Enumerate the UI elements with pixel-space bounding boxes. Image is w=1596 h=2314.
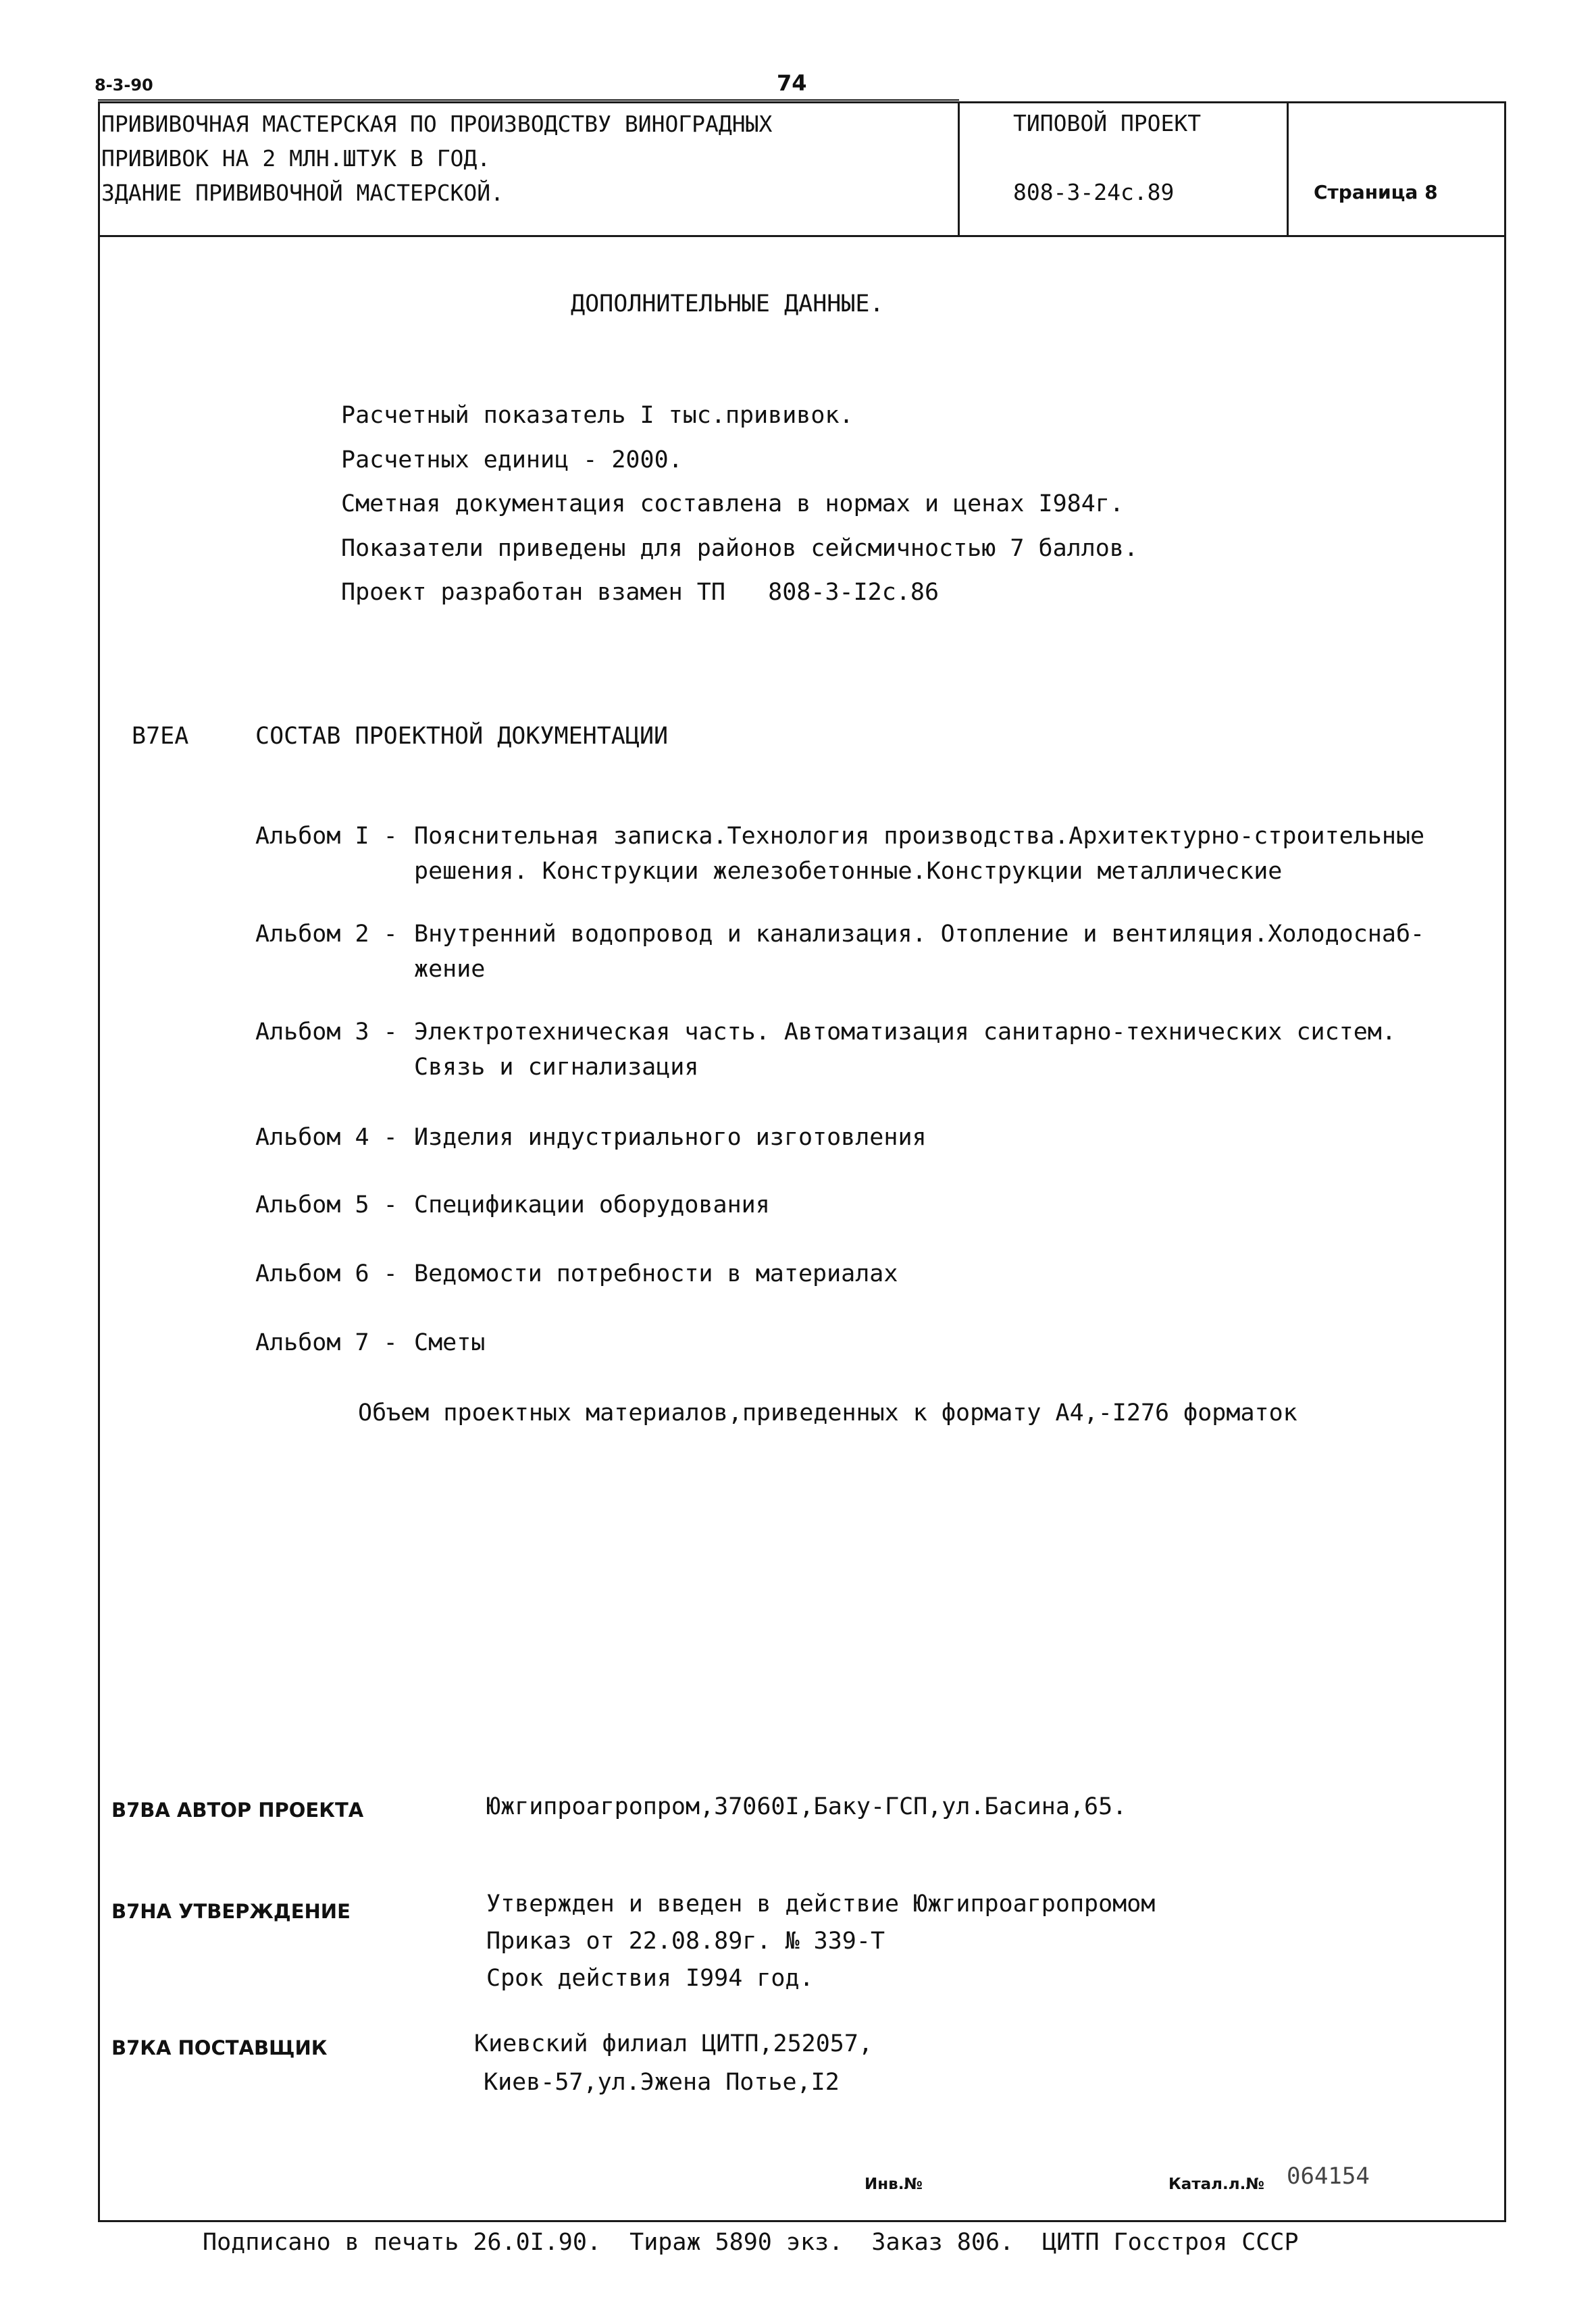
album-line: Электротехническая часть. Автоматизация санитарно-технических систем. [414, 1019, 1396, 1046]
approval-label: В7НА УТВЕРЖДЕНИЕ [111, 1900, 351, 1923]
author-label: В7ВА АВТОР ПРОЕКТА [111, 1799, 364, 1822]
album-label: Альбом 5 - [255, 1191, 398, 1218]
album-line: Изделия индустриального изготовления [414, 1124, 927, 1151]
additional-data-heading: ДОПОЛНИТЕЛЬНЫЕ ДАННЫЕ. [571, 290, 884, 317]
album-1 [255, 819, 1424, 889]
supplier-line: Киев-57,ул.Эжена Потье,I2 [484, 2069, 840, 2096]
album-6 [255, 1256, 898, 1291]
page-number: 74 [777, 70, 807, 96]
volume-note: Объем проектных материалов,приведенных к формату А4,-I276 форматок [358, 1399, 1297, 1426]
album-line: Внутренний водопровод и канализация. Отопление и вентиляция.Холодоснаб- [414, 921, 1425, 948]
album-line: Связь и сигнализация [414, 1054, 699, 1081]
catalog-number: 064154 [1287, 2163, 1370, 2190]
composition-code: В7ЕА [132, 723, 189, 750]
album-label: Альбом 2 - [255, 921, 398, 948]
supplier-block [474, 2025, 873, 2102]
approval-block [486, 1886, 1155, 1997]
album-7 [255, 1325, 485, 1360]
album-3 [255, 1014, 1396, 1085]
album-line: решения. Конструкции железобетонные.Конструкции металлические [414, 858, 1283, 885]
additional-data-line: Проект разработан взамен ТП 808-3-I2с.86 [341, 579, 939, 606]
title-line: ЗДАНИЕ ПРИВИВОЧНОЙ МАСТЕРСКОЙ. [101, 180, 505, 206]
album-line: Спецификации оборудования [414, 1191, 770, 1218]
approval-line: Утвержден и введен в действие Южгипроагропромом [486, 1891, 1156, 1918]
additional-data-list [341, 394, 1138, 615]
additional-data-line: Показатели приведены для районов сейсмичностью 7 баллов. [341, 534, 1139, 562]
title-line: ПРИВИВОЧНАЯ МАСТЕРСКАЯ ПО ПРОИЗВОДСТВУ ВИНОГРАДНЫХ [101, 111, 773, 137]
top-rule [98, 99, 959, 101]
additional-data-line: Сметная документация составлена в нормах и ценах I984г. [341, 490, 1124, 517]
author-value: Южгипроагропром,37060I,Баку-ГСП,ул.Басина,65. [486, 1793, 1127, 1820]
supplier-label: В7КА ПОСТАВЩИК [111, 2036, 328, 2059]
album-label: Альбом 6 - [255, 1260, 398, 1287]
catalog-label: Катал.л.№ [1168, 2176, 1265, 2193]
additional-data-line: Расчетных единиц - 2000. [341, 446, 683, 473]
title-block-divider [98, 235, 1506, 237]
date-code: 8-3-90 [95, 76, 153, 95]
album-label: Альбом I - [255, 823, 398, 850]
additional-data-line: Расчетный показатель I тыс.прививок. [341, 402, 854, 429]
project-type-label: ТИПОВОЙ ПРОЕКТ [1013, 110, 1202, 136]
album-line: жение [414, 956, 486, 983]
album-label: Альбом 3 - [255, 1019, 398, 1046]
inv-label: Инв.№ [865, 2176, 923, 2193]
supplier-line: Киевский филиал ЦИТП,252057, [474, 2030, 873, 2057]
title-block-title [101, 107, 772, 210]
title-block-column-divider-2 [1287, 101, 1289, 236]
album-5 [255, 1187, 770, 1223]
album-4 [255, 1120, 927, 1155]
album-line: Пояснительная записка.Технология производства.Архитектурно-строительные [414, 823, 1425, 850]
album-label: Альбом 4 - [255, 1124, 398, 1151]
album-label: Альбом 7 - [255, 1329, 398, 1356]
composition-heading: СОСТАВ ПРОЕКТНОЙ ДОКУМЕНТАЦИИ [255, 723, 669, 750]
title-block-column-divider [958, 101, 960, 236]
approval-line: Срок действия I994 год. [486, 1965, 814, 1992]
page-label: Страница 8 [1314, 181, 1438, 203]
album-2 [255, 917, 1424, 987]
album-line: Сметы [414, 1329, 486, 1356]
imprint-line: Подписано в печать 26.0I.90. Тираж 5890 экз. Заказ 806. ЦИТП Госстроя СССР [203, 2229, 1299, 2256]
title-line: ПРИВИВОК НА 2 МЛН.ШТУК В ГОД. [101, 145, 491, 172]
project-code: 808-3-24с.89 [1013, 179, 1175, 205]
album-line: Ведомости потребности в материалах [414, 1260, 898, 1287]
approval-line: Приказ от 22.08.89г. № 339-Т [486, 1928, 885, 1955]
